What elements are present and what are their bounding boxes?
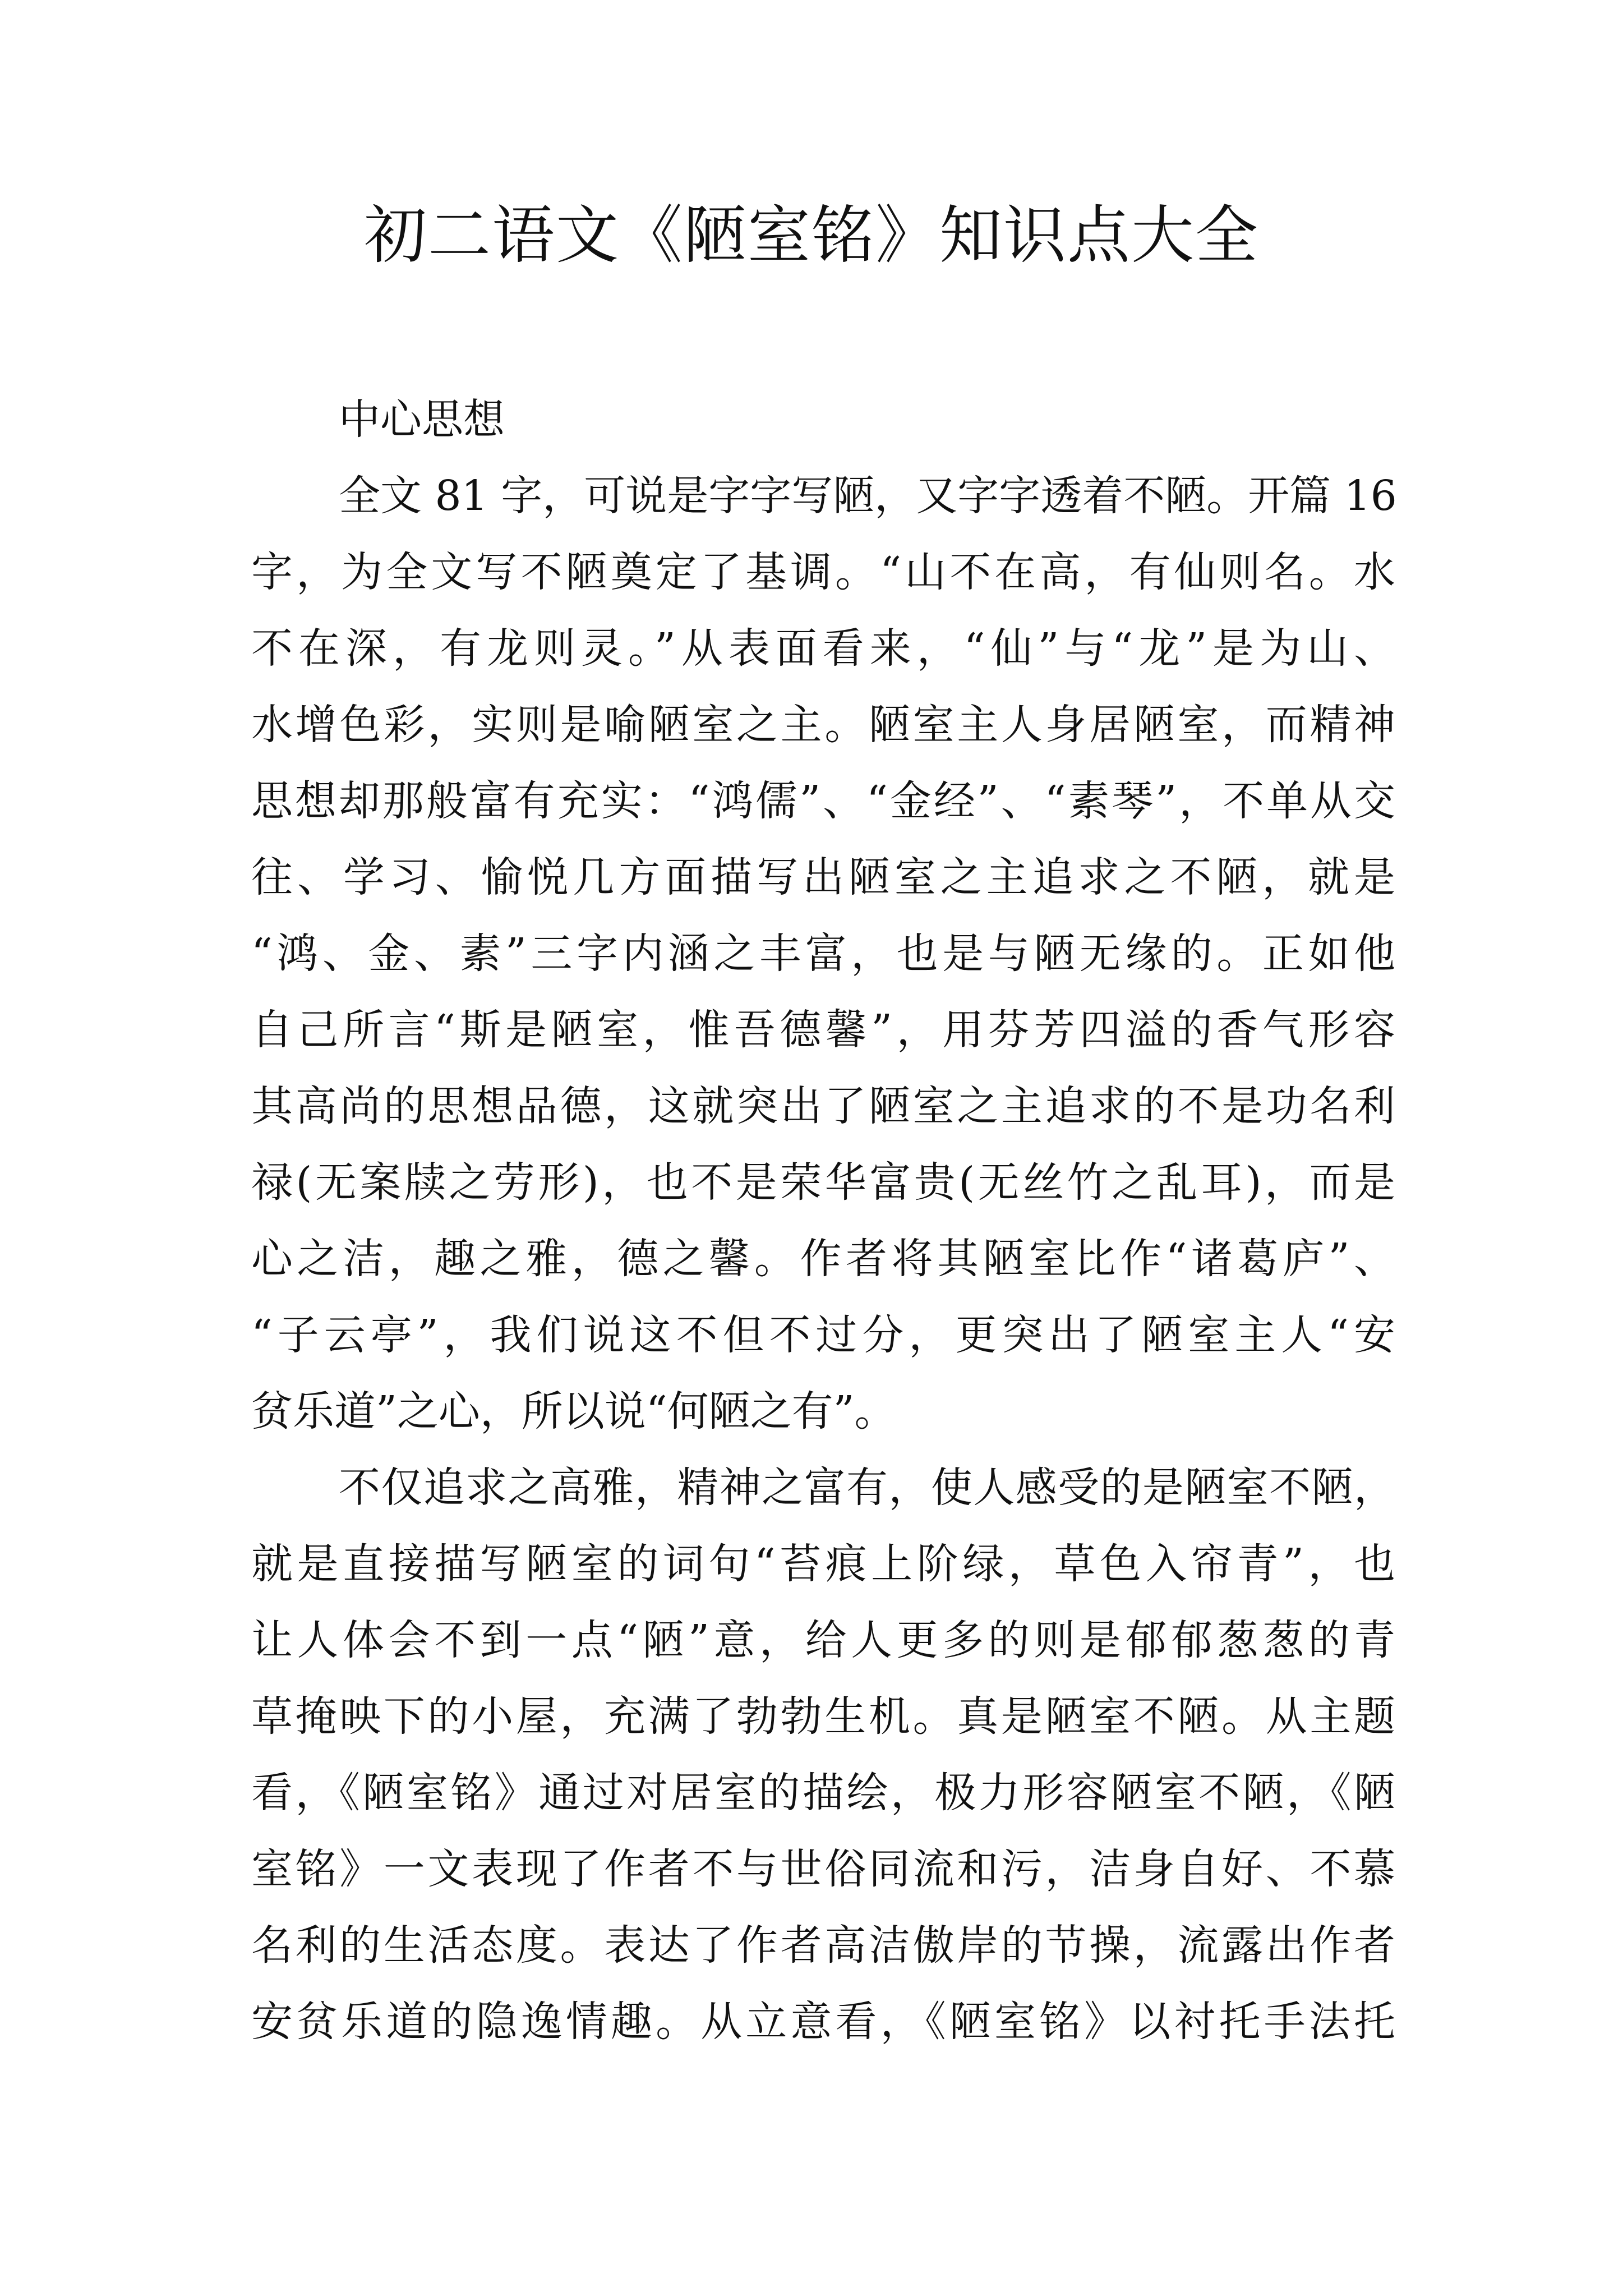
paragraph-line: 禄(无案牍之劳形)，也不是荣华富贵(无丝竹之乱耳)，而是 xyxy=(251,1158,1395,1207)
paragraph-line: “鸿、金、素”三字内涵之丰富，也是与陋无缘的。正如他 xyxy=(251,930,1395,978)
paragraph-line: “子云亭”，我们说这不但不过分，更突出了陋室主人“安 xyxy=(251,1311,1395,1359)
paragraph-line: 其高尚的思想品德，这就突出了陋室之主追求的不是功名利 xyxy=(251,1082,1395,1130)
paragraph-line: 心之洁，趣之雅，德之馨。作者将其陋室比作“诸葛庐”、 xyxy=(251,1235,1395,1283)
paragraph-2 xyxy=(251,1450,1395,2060)
paragraph-line: 安贫乐道的隐逸情趣。从立意看，《陋室铭》以衬托手法托 xyxy=(251,1998,1395,2046)
paragraph-line: 看，《陋室铭》通过对居室的描绘，极力形容陋室不陋，《陋 xyxy=(251,1769,1395,1817)
document-title: 初二语文《陋室铭》知识点大全 xyxy=(364,199,1259,272)
document-body xyxy=(251,381,1395,2060)
paragraph-line: 往、学习、愉悦几方面描写出陋室之主追求之不陋，就是 xyxy=(251,853,1395,901)
paragraph-line: 不仅追求之高雅，精神之富有，使人感受的是陋室不陋， xyxy=(339,1464,1395,1512)
paragraph-line: 让人体会不到一点“陋”意，给人更多的则是郁郁葱葱的青 xyxy=(251,1616,1395,1664)
paragraph-line: 不在深，有龙则灵。”从表面看来，“仙”与“龙”是为山、 xyxy=(251,624,1395,673)
paragraph-line: 思想却那般富有充实：“鸿儒”、“金经”、“素琴”，不单从交 xyxy=(251,777,1395,825)
section-heading: 中心思想 xyxy=(339,395,505,444)
paragraph-line: 水增色彩，实则是喻陋室之主。陋室主人身居陋室，而精神 xyxy=(251,701,1395,749)
paragraph-1 xyxy=(251,458,1395,1450)
paragraph-line: 草掩映下的小屋，充满了勃勃生机。真是陋室不陋。从主题 xyxy=(251,1692,1395,1741)
paragraph-line: 就是直接描写陋室的词句“苔痕上阶绿，草色入帘青”，也 xyxy=(251,1540,1395,1588)
paragraph-line: 全文 81 字，可说是字字写陋，又字字透着不陋。开篇 16 xyxy=(339,472,1397,520)
paragraph-line: 名利的生活态度。表达了作者高洁傲岸的节操，流露出作者 xyxy=(251,1921,1395,1970)
paragraph-line: 字，为全文写不陋奠定了基调。“山不在高，有仙则名。水 xyxy=(251,548,1395,596)
paragraph-line: 贫乐道”之心，所以说“何陋之有”。 xyxy=(251,1387,896,1435)
paragraph-line: 室铭》一文表现了作者不与世俗同流和污，洁身自好、不慕 xyxy=(251,1845,1395,1893)
paragraph-line: 自己所言“斯是陋室，惟吾德馨”，用芬芳四溢的香气形容 xyxy=(251,1006,1395,1054)
